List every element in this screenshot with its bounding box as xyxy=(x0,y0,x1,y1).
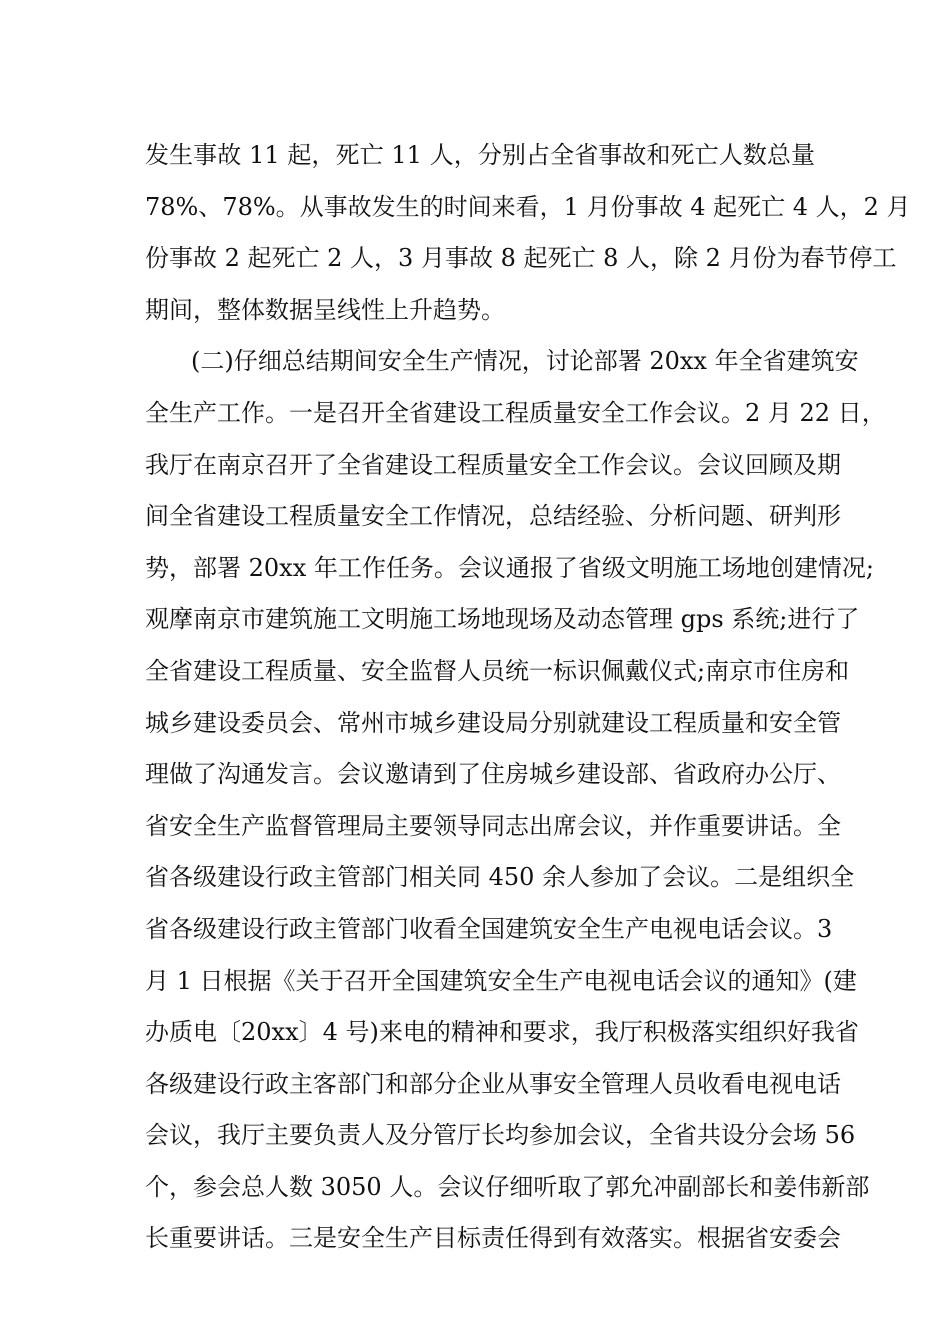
text-line: 省各级建设行政主管部门收看全国建筑安全生产电视电话会议。3 xyxy=(145,914,833,943)
text-line: 长重要讲话。三是安全生产目标责任得到有效落实。根据省安委会 xyxy=(145,1224,841,1253)
text-line: 会议，我厅主要负责人及分管厅长均参加会议，全省共设分会场 56 xyxy=(145,1121,856,1150)
text-line: 个，参会总人数 3050 人。会议仔细听取了郭允冲副部长和姜伟新部 xyxy=(145,1172,870,1201)
text-line: 省安全生产监督管理局主要领导同志出席会议，并作重要讲话。全 xyxy=(145,811,841,840)
text-line: 省各级建设行政主管部门相关同 450 余人参加了会议。二是组织全 xyxy=(145,863,855,892)
text-line: 月 1 日根据《关于召开全国建筑安全生产电视电话会议的通知》(建 xyxy=(145,966,857,995)
text-line: 全生产工作。一是召开全省建设工程质量安全工作会议。2 月 22 日， xyxy=(145,398,886,427)
text-line: 办质电〔20xx〕4 号)来电的精神和要求，我厅积极落实组织好我省 xyxy=(145,1018,859,1047)
text-line: 78%、78%。从事故发生的时间来看，1 月份事故 4 起死亡 4 人，2 月 xyxy=(145,192,911,221)
text-line: 各级建设行政主客部门和部分企业从事安全管理人员收看电视电话 xyxy=(145,1069,841,1098)
text-line: 势，部署 20xx 年工作任务。会议通报了省级文明施工场地创建情况; xyxy=(145,553,874,582)
document-body xyxy=(145,130,911,1265)
text-line: 全省建设工程质量、安全监督人员统一标识佩戴仪式;南京市住房和 xyxy=(145,656,850,685)
text-line: 城乡建设委员会、常州市城乡建设局分别就建设工程质量和安全管 xyxy=(145,708,841,737)
text-line: 我厅在南京召开了全省建设工程质量安全工作会议。会议回顾及期 xyxy=(145,450,841,479)
text-line: 份事故 2 起死亡 2 人，3 月事故 8 起死亡 8 人，除 2 月份为春节停工 xyxy=(145,244,897,273)
text-line: 观摩南京市建筑施工文明施工场地现场及动态管理 gps 系统;进行了 xyxy=(145,605,860,634)
text-line: 发生事故 11 起，死亡 11 人，分别占全省事故和死亡人数总量 xyxy=(145,141,815,169)
text-line: 理做了沟通发言。会议邀请到了住房城乡建设部、省政府办公厅、 xyxy=(145,760,841,789)
paragraph-heading-line: (二)仔细总结期间安全生产情况，讨论部署 20xx 年全省建筑安 xyxy=(191,347,859,376)
paragraph-end-line: 期间，整体数据呈线性上升趋势。 xyxy=(145,295,505,324)
text-line: 间全省建设工程质量安全工作情况，总结经验、分析问题、研判形 xyxy=(145,502,841,531)
